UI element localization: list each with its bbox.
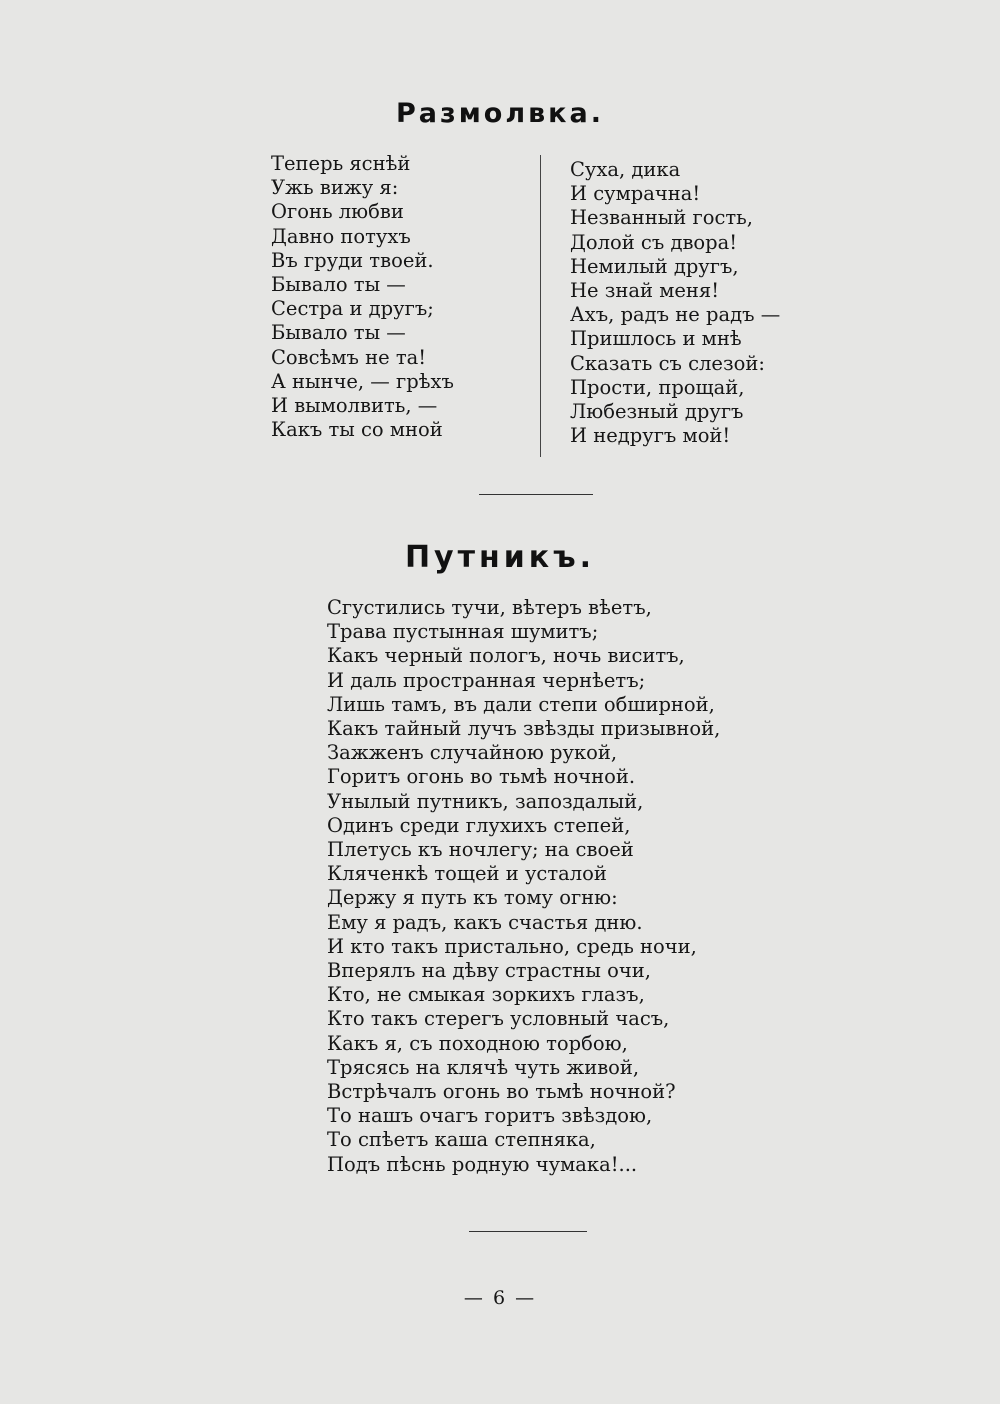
poem-line: Какъ черный пологъ, ночь виситъ, xyxy=(327,644,685,668)
poem-line: Сгустились тучи, вѣтеръ вѣетъ, xyxy=(327,596,652,619)
poem-line: Не знай меня! xyxy=(570,279,720,303)
poem-line: Суха, дика xyxy=(570,158,681,181)
poem-line: Встрѣчалъ огонь во тьмѣ ночной? xyxy=(327,1080,676,1104)
poem-line: Въ груди твоей. xyxy=(271,248,434,272)
poem-line: Долой съ двора! xyxy=(570,230,738,254)
poem-line: Какъ тайный лучъ звѣзды призывной, xyxy=(327,717,721,741)
poem-line: Теперь яснѣй xyxy=(271,152,411,175)
poem-line: Незванный гость, xyxy=(570,206,753,230)
poem-line: Горитъ огонь во тьмѣ ночной. xyxy=(327,765,636,789)
poem-line: Унылый путникъ, запоздалый, xyxy=(327,789,644,813)
poem-line: Какъ я, съ походною торбою, xyxy=(327,1031,628,1055)
poem-line: Совсѣмъ не та! xyxy=(271,345,427,369)
poem-line: Трава пустынная шумитъ; xyxy=(327,620,599,644)
poem-line: Зажженъ случайною рукой, xyxy=(327,741,618,765)
poem-line: Пришлось и мнѣ xyxy=(570,327,742,351)
poem-line: Одинъ среди глухихъ степей, xyxy=(327,813,631,837)
poem-line: Бывало ты — xyxy=(271,273,406,297)
poem-line: Кто, не смыкая зоркихъ глазъ, xyxy=(327,983,645,1007)
poem-line: То нашъ очагъ горитъ звѣздою, xyxy=(327,1104,653,1128)
column-divider xyxy=(540,155,541,457)
poem2-text xyxy=(327,596,720,1177)
poem-line: Подъ пѣснь родную чумака!... xyxy=(327,1152,638,1176)
poem-line: Трясясь на клячѣ чуть живой, xyxy=(327,1055,640,1079)
section-divider xyxy=(479,494,593,495)
poem-line: Кляченкѣ тощей и усталой xyxy=(327,862,607,886)
poem-line: Огонь любви xyxy=(271,200,404,224)
poem-line: Немилый другъ, xyxy=(570,254,739,278)
poem-line: Плетусь къ ночлегу; на своей xyxy=(327,838,634,862)
poem-title-putnik: Путникъ. xyxy=(404,540,596,575)
poem-line: Сказать съ слезой: xyxy=(570,351,765,375)
poem-line: Ужь вижу я: xyxy=(271,176,399,200)
poem-line: Какъ ты со мной xyxy=(271,418,443,442)
poem1-left-column xyxy=(271,152,454,442)
poem-line: Прости, прощай, xyxy=(570,375,745,399)
poem-line: Любезный другъ xyxy=(570,400,744,424)
poem-line: То спѣетъ каша степняка, xyxy=(327,1128,596,1152)
page-number: — 6 — xyxy=(463,1287,537,1309)
poem-line: Кто такъ стерегъ условный часъ, xyxy=(327,1007,670,1031)
end-divider xyxy=(469,1231,587,1232)
poem-line: Бывало ты — xyxy=(271,321,406,345)
poem-line: Сестра и другъ; xyxy=(271,297,434,321)
poem-line: Ахъ, радъ не радъ — xyxy=(570,303,781,327)
poem-line: И вымолвить, — xyxy=(271,394,438,418)
poem-title-razmolvka: Размолвка. xyxy=(396,98,604,129)
poem-line: Держу я путь къ тому огню: xyxy=(327,886,618,910)
poem-line: И кто такъ пристально, средь ночи, xyxy=(327,934,697,958)
poem-line: И даль пространная чернѣетъ; xyxy=(327,668,646,692)
poem-line: Вперялъ на дѣву страстны очи, xyxy=(327,959,651,983)
poem-line: А нынче, — грѣхъ xyxy=(271,369,454,393)
poem-line: Лишь тамъ, въ дали степи обширной, xyxy=(327,692,715,716)
poem-line: И недругъ мой! xyxy=(570,424,731,448)
poem1-right-column xyxy=(570,158,780,448)
poem-line: Ему я радъ, какъ счастья дню. xyxy=(327,910,643,934)
poem-line: И сумрачна! xyxy=(570,182,701,206)
poem-line: Давно потухъ xyxy=(271,224,411,248)
